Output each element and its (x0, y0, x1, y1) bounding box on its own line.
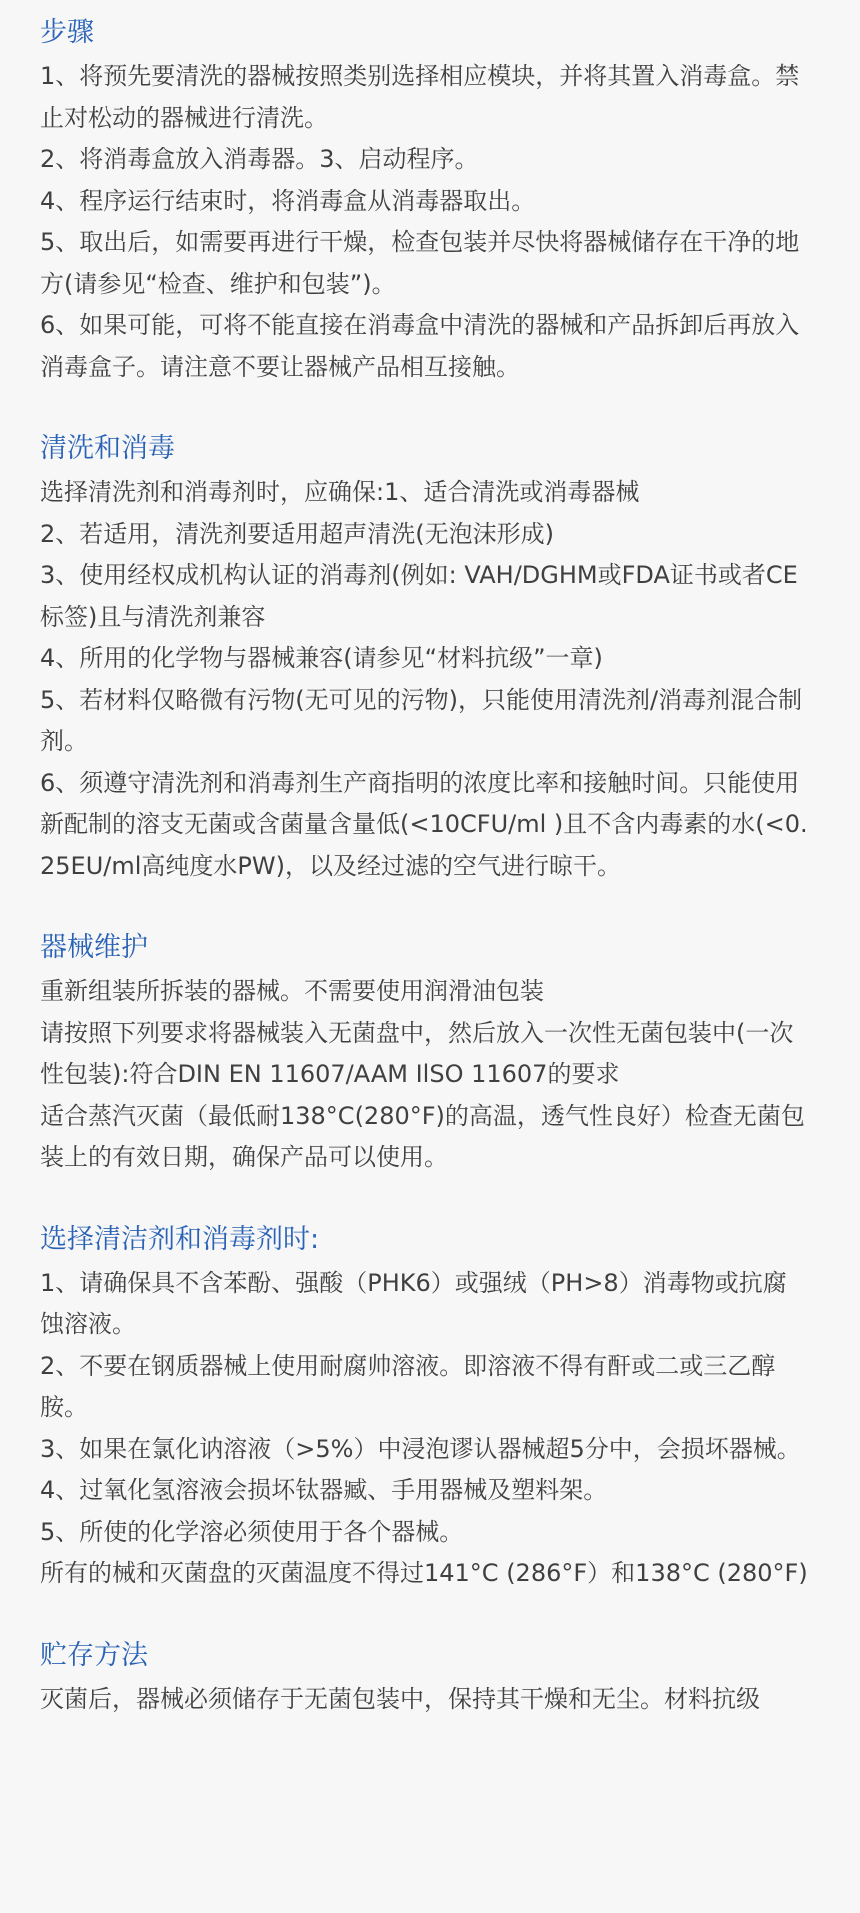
section-4 (40, 1219, 810, 1595)
section-2 (40, 428, 810, 887)
paragraph: 5、取出后，如需要再进行干燥，检查包装并尽快将器械储存在干净的地方(请参见“检查、维护和包装”)。 (40, 228, 800, 298)
paragraph: 6、如果可能，可将不能直接在消毒盒中清洗的器械和产品拆卸后再放入消毒盒子。请注意不要让器械产品相互接触。 (40, 311, 800, 381)
paragraph: 适合蒸汽灭菌（最低耐138°C(280°F)的高温，透气性良好）检查无菌包装上的有效日期，确保产品可以使用。 (40, 1101, 805, 1171)
paragraph: 所有的械和灭菌盘的灭菌温度不得过141°C (286°F）和138°C (280°F) (40, 1559, 808, 1587)
section-heading: 步骤 (40, 17, 94, 48)
paragraph: 1、请确保具不含苯酚、强酸（PHK6）或强绒（PH>8）消毒物或抗腐蚀溶液。 (40, 1268, 787, 1338)
section-1 (40, 12, 810, 388)
paragraph: 3、如果在氯化讷溶液（>5%）中浸泡谬认器械超5分中，会损坏器械。 (40, 1434, 801, 1463)
section-3 (40, 927, 810, 1179)
section-heading: 选择清洁剂和消毒剂时: (40, 1223, 320, 1255)
paragraph: 4、程序运行结束时，将消毒盒从消毒器取出。 (40, 186, 536, 215)
section-5 (40, 1635, 810, 1721)
paragraph: 4、所用的化学物与器械兼容(请参见“材料抗级”一章) (40, 644, 603, 672)
paragraph: 2、将消毒盒放入消毒器。3、启动程序。 (40, 145, 479, 173)
paragraph: 3、使用经权成机构认证的消毒剂(例如: VAH/DGHM或FDA证书或者CE标签)且与清洗剂兼容 (40, 561, 798, 631)
section-heading: 器械维护 (40, 932, 148, 963)
paragraph: 5、若材料仅略微有污物(无可见的污物)，只能使用清洗剂/消毒剂混合制剂。 (40, 685, 803, 755)
paragraph: 2、若适用，清洗剂要适用超声清洗(无泡沫形成) (40, 519, 554, 548)
section-heading: 清洗和消毒 (40, 433, 175, 464)
section-heading: 贮存方法 (40, 1639, 148, 1671)
paragraph: 灭菌后，器械必须储存于无菌包装中，保持其干燥和无尘。材料抗级 (40, 1684, 760, 1713)
paragraph: 2、不要在钢质器械上使用耐腐帅溶液。即溶液不得有酐或二或三乙醇胺。 (40, 1351, 776, 1421)
paragraph: 请按照下列要求将器械装入无菌盘中，然后放入一次性无菌包装中(一次性包装):符合DIN EN 11607/AAM IlSO 11607的要求 (40, 1018, 794, 1088)
paragraph: 选择清洗剂和消毒剂时，应确保:1、适合清洗或消毒器械 (40, 478, 640, 506)
paragraph: 5、所使的化学溶必须使用于各个器械。 (40, 1517, 464, 1546)
paragraph: 4、过氧化氢溶液会损坏钛器臧、手用器械及塑料架。 (40, 1476, 608, 1504)
paragraph: 重新组装所拆装的器械。不需要使用润滑油包装 (40, 977, 544, 1005)
paragraph: 1、将预先要清洗的器械按照类别选择相应模块，并将其置入消毒盒。禁止对松动的器械进行清洗。 (40, 62, 800, 132)
paragraph: 6、须遵守清洗剂和消毒剂生产商指明的浓度比率和接触时间。只能使用新配制的溶支无菌或含菌量含量低(<10CFU/ml )且不含内毒素的水(<0.25EU/ml高纯度水PW)，以及经过滤的空气进行晾干。 (40, 768, 808, 880)
